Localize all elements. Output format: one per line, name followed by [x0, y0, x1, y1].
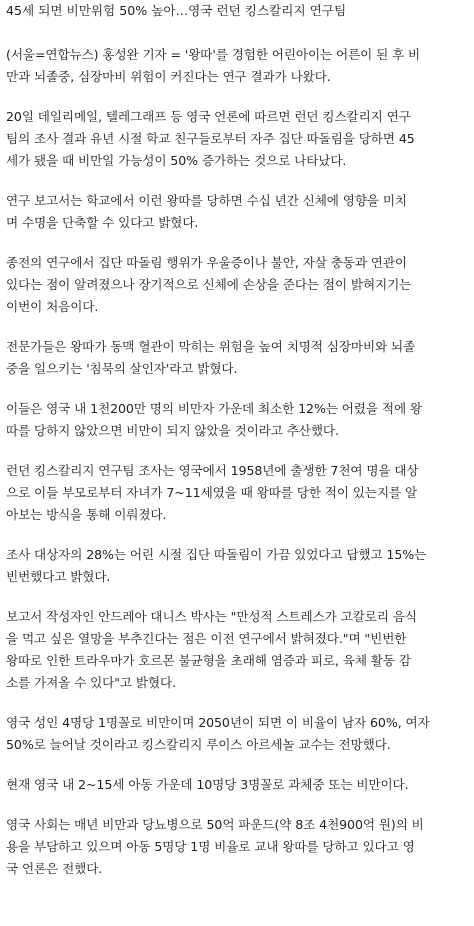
article-paragraph: [6, 460, 468, 526]
paragraph-line: 빈번했다고 밝혔다.: [6, 569, 111, 584]
paragraph-line: 며 수명을 단축할 수 있다고 밝혔다.: [6, 215, 199, 230]
paragraph-line: 전문가들은 왕따가 동맥 혈관이 막히는 위험을 높여 치명적 심장마비와 뇌졸: [6, 339, 416, 354]
paragraph-line: 국 언론은 전했다.: [6, 861, 103, 876]
article-paragraph: [6, 336, 468, 380]
article-body: [6, 44, 468, 880]
paragraph-line: 보고서 작성자인 안드레아 대니스 박사는 "만성적 스트레스가 고칼로리 음식: [6, 609, 417, 624]
paragraph-line: 따를 당하지 않았으면 비만이 되지 않았을 것이라고 추산했다.: [6, 423, 339, 438]
paragraph-line: 으로 이들 부모로부터 자녀가 7~11세였을 때 왕따를 당한 적이 있는지를 알: [6, 485, 418, 500]
paragraph-line: 있다는 점이 알려졌으나 장기적으로 신체에 손상을 준다는 점이 밝혀지기는: [6, 277, 412, 292]
paragraph-line: 이들은 영국 내 1천200만 명의 비만자 가운데 최소한 12%는 어렸을 적에 왕: [6, 401, 422, 416]
article-headline: 45세 되면 비만위험 50% 높아…영국 런던 킹스칼리지 연구팀: [6, 3, 347, 18]
paragraph-line: 이번이 처음이다.: [6, 299, 99, 314]
article-paragraph: [6, 398, 468, 442]
paragraph-line: 아보는 방식을 통해 이뤄졌다.: [6, 507, 167, 522]
article-paragraph: [6, 252, 468, 318]
paragraph-line: 팀의 조사 결과 유년 시절 학교 친구들로부터 자주 집단 따돌림을 당하면 45: [6, 131, 415, 146]
article-paragraph: [6, 190, 468, 234]
paragraph-line: 50%로 늘어날 것이라고 킹스칼리지 루이스 아르세놀 교수는 전망했다.: [6, 737, 391, 752]
paragraph-line: 영국 성인 4명당 1명꼴로 비만이며 2050년이 되면 이 비율이 남자 60%, 여자: [6, 715, 430, 730]
article-paragraph: [6, 814, 468, 880]
article-paragraph: [6, 606, 468, 694]
paragraph-line: (서울=연합뉴스) 홍성완 기자 = '왕따'를 경험한 어린아이는 어른이 된 후 비: [6, 47, 421, 62]
paragraph-line: 현재 영국 내 2~15세 아동 가운데 10명당 3명꼴로 과체중 또는 비만이다.: [6, 777, 409, 792]
article-paragraph: [6, 774, 468, 796]
paragraph-line: 왕따로 인한 트라우마가 호르몬 불균형을 초래해 염증과 피로, 육체 활동 감: [6, 653, 411, 668]
article-paragraph: [6, 106, 468, 172]
article-paragraph: [6, 44, 468, 88]
paragraph-line: 조사 대상자의 28%는 어린 시절 집단 따돌림이 가끔 있었다고 답했고 15%는: [6, 547, 427, 562]
paragraph-line: 20일 데일리메일, 텔레그래프 등 영국 언론에 따르면 런던 킹스칼리지 연구: [6, 109, 411, 124]
paragraph-line: 런던 킹스칼리지 연구팀 조사는 영국에서 1958년에 출생한 7천여 명을 대상: [6, 463, 419, 478]
article-paragraph: [6, 544, 468, 588]
paragraph-line: 연구 보고서는 학교에서 이런 왕따를 당하면 수십 년간 신체에 영향을 미치: [6, 193, 407, 208]
paragraph-line: 세가 됐을 때 비만일 가능성이 50% 증가하는 것으로 나타났다.: [6, 153, 347, 168]
article-paragraph: [6, 712, 468, 756]
paragraph-line: 영국 사회는 매년 비만과 당뇨병으로 50억 파운드(약 8조 4천900억 원)의 비: [6, 817, 424, 832]
paragraph-line: 중을 일으키는 '침묵의 살인자'라고 밝혔다.: [6, 361, 238, 376]
paragraph-line: 을 먹고 싶은 열망을 부추긴다는 점은 이전 연구에서 밝혀졌다."며 "빈번한: [6, 631, 407, 646]
paragraph-line: 소를 가져올 수 있다"고 밝혔다.: [6, 675, 176, 690]
paragraph-line: 용을 부담하고 있으며 아동 5명당 1명 비율로 교내 왕따를 당하고 있다고 영: [6, 839, 415, 854]
paragraph-line: 종전의 연구에서 집단 따돌림 행위가 우울증이나 불안, 자살 충동과 연관이: [6, 255, 407, 270]
paragraph-line: 만과 뇌졸중, 심장마비 위험이 커진다는 연구 결과가 나왔다.: [6, 69, 331, 84]
